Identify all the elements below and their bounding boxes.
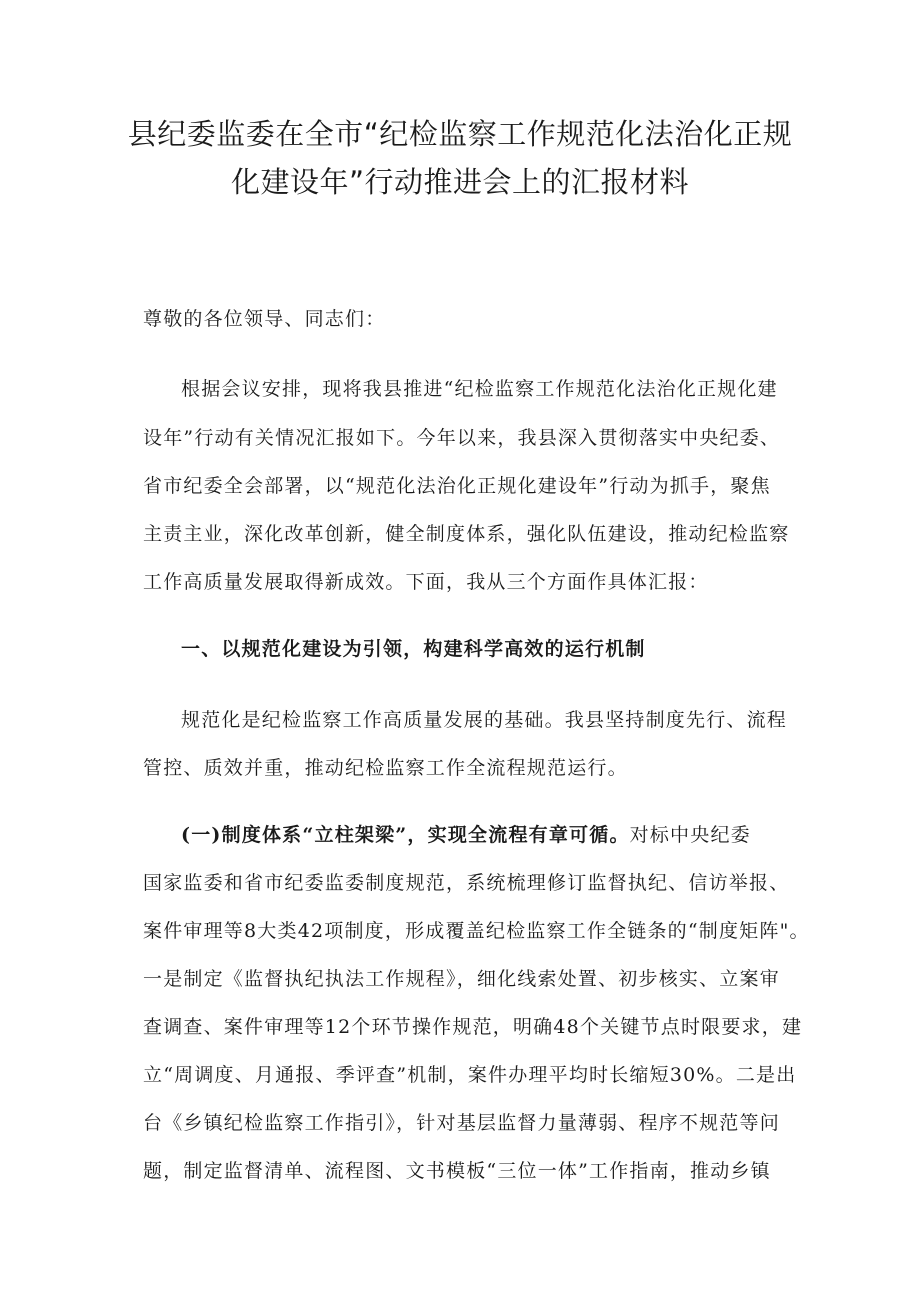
section-1-intro-line: 规范化是纪检监察工作高质量发展的基础。我县坚持制度先行、流程 [181,709,788,731]
subsection-1-line: 一是制定《监督执纪执法工作规程》，细化线索处置、初步核实、立案审 [143,968,780,990]
subsection-1-line: 立“周调度、月通报、季评查”机制，案件办理平均时长缩短30%。二是出 [143,1064,797,1086]
title-line-1: 县纪委监委在全市“纪检监察工作规范化法治化正规 [127,117,793,151]
section-1-heading: 一、以规范化建设为引领，构建科学高效的运行机制 [181,638,646,660]
salutation: 尊敬的各位领导、同志们： [143,308,386,330]
section-1-intro-line: 管控、质效并重，推动纪检监察工作全流程规范运行。 [143,757,628,779]
intro-line: 工作高质量发展取得新成效。下面，我从三个方面作具体汇报： [143,571,709,593]
subsection-1-line: 国家监委和省市纪委监委制度规范，系统梳理修订监督执纪、信访举报、 [143,872,790,894]
intro-line: 主责主业，深化改革创新，健全制度体系，强化队伍建设，推动纪检监察 [143,523,790,545]
title-line-2: 化建设年”行动推进会上的汇报材料 [230,165,690,199]
subsection-1-line: 查调查、案件审理等12个环节操作规范，明确48个关键节点时限要求，建 [143,1016,803,1038]
intro-line: 设年”行动有关情况汇报如下。今年以来，我县深入贯彻落实中央纪委、 [143,427,781,449]
subsection-1-heading: (一)制度体系“立柱架梁”，实现全流程有章可循。 [181,824,630,846]
subsection-1-first-line [181,822,751,848]
intro-line: 省市纪委全会部署，以“规范化法治化正规化建设年”行动为抓手，聚焦 [143,475,771,497]
document-title [120,110,800,206]
subsection-1-line: 案件审理等8大类42项制度，形成覆盖纪检监察工作全链条的“制度矩阵"。 [143,920,810,942]
subsection-1-line: 题，制定监督清单、流程图、文书模板“三位一体”工作指南，推动乡镇 [143,1160,771,1182]
subsection-1-line: 台《乡镇纪检监察工作指引》，针对基层监督力量薄弱、程序不规范等问 [143,1112,780,1134]
intro-line: 根据会议安排，现将我县推进“纪检监察工作规范化法治化正规化建 [181,378,778,400]
subsection-1-first-rest: 对标中央纪委 [629,824,751,846]
